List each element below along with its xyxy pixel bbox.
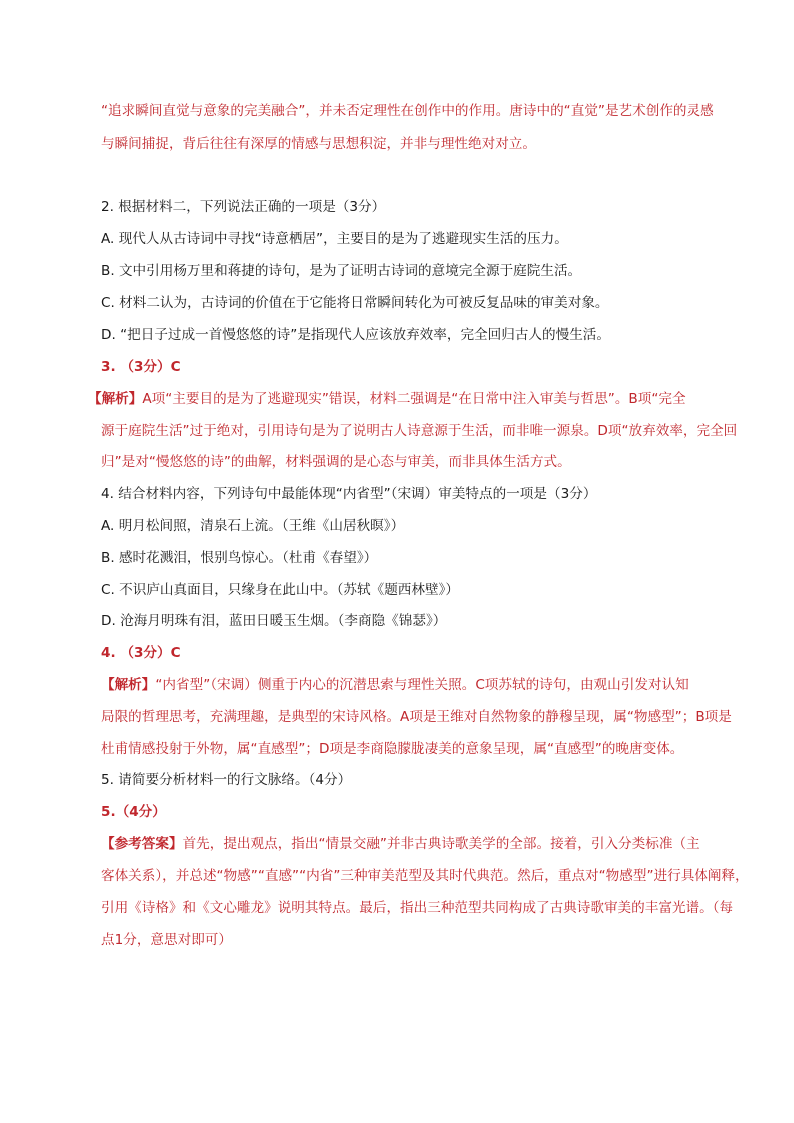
question-5-stem: 5. 请简要分析材料一的行文脉络。（4分） bbox=[101, 772, 352, 788]
continuation-line-2: 与瞬间捕捉，背后往往有深厚的情感与思想积淀，并非与理性绝对对立。 bbox=[101, 136, 536, 152]
question-2-option-a: A. 现代人从古诗词中寻找“诗意栖居”，主要目的是为了逃避现实生活的压力。 bbox=[101, 231, 568, 247]
answer-5-text-1: 首先，提出观点，指出“情景交融”并非古典诗歌美学的全部。接着，引入分类标准（主 bbox=[182, 836, 700, 852]
answer-5-line-3: 引用《诗格》和《文心雕龙》说明其特点。最后，指出三种范型共同构成了古典诗歌审美的丰富光谱。（每 bbox=[101, 900, 734, 916]
question-4-option-b: B. 感时花溅泪，恨别鸟惊心。（杜甫《春望》） bbox=[101, 550, 378, 566]
answer-4-label: 4. （3分）C bbox=[101, 645, 181, 661]
answer-4-line-2: 局限的哲理思考，充满理趣，是典型的宋诗风格。A项是王维对自然物象的静穆呈现，属“物感型”；B项是 bbox=[101, 709, 732, 725]
answer-5-line-1 bbox=[101, 834, 700, 854]
question-2-option-c: C. 材料二认为，古诗词的价值在于它能将日常瞬间转化为可被反复品味的审美对象。 bbox=[101, 295, 609, 311]
answer-4-line-1 bbox=[101, 675, 689, 695]
answer-3-line-3: 归”是对“慢悠悠的诗”的曲解，材料强调的是心态与审美，而非具体生活方式。 bbox=[101, 454, 571, 470]
analysis-tag: 【解析】 bbox=[101, 677, 156, 693]
question-4-option-d: D. 沧海月明珠有泪，蓝田日暖玉生烟。（李商隐《锦瑟》） bbox=[101, 613, 447, 629]
answer-5-label: 5.（4分） bbox=[101, 804, 166, 820]
question-4-option-a: A. 明月松间照，清泉石上流。（王维《山居秋暝》） bbox=[101, 518, 405, 534]
answer-5-line-4: 点1分，意思对即可） bbox=[101, 932, 232, 948]
answer-3-text-1: A项“主要目的是为了逃避现实”错误，材料二强调是“在日常中注入审美与哲思”。B项“完全 bbox=[142, 391, 686, 407]
answer-5-line-2: 客体关系），并总述“物感”“直感”“内省”三种审美范型及其时代典范。然后，重点对“物感型”进行具体阐释， bbox=[101, 868, 749, 884]
answer-4-line-3: 杜甫情感投射于外物，属“直感型”；D项是李商隐朦胧凄美的意象呈现，属“直感型”的晚唐变体。 bbox=[101, 741, 684, 757]
answer-3-line-2: 源于庭院生活”过于绝对，引用诗句是为了说明古人诗意源于生活，而非唯一源泉。D项“放弃效率，完全回 bbox=[101, 423, 738, 439]
answer-4-text-1: “内省型”（宋调）侧重于内心的沉潜思索与理性关照。C项苏轼的诗句，由观山引发对认知 bbox=[155, 677, 689, 693]
question-2-stem: 2. 根据材料二，下列说法正确的一项是（3分） bbox=[101, 199, 386, 215]
analysis-tag: 【解析】 bbox=[88, 391, 143, 407]
question-2-option-d: D. “把日子过成一首慢悠悠的诗”是指现代人应该放弃效率，完全回归古人的慢生活。 bbox=[101, 327, 610, 343]
answer-3-label: 3. （3分）C bbox=[101, 359, 181, 375]
question-4-stem: 4. 结合材料内容，下列诗句中最能体现“内省型”（宋调）审美特点的一项是（3分） bbox=[101, 486, 597, 502]
continuation-line-1: “追求瞬间直觉与意象的完美融合”，并未否定理性在创作中的作用。唐诗中的“直觉”是艺术创作的灵感 bbox=[101, 103, 714, 119]
reference-answer-tag: 【参考答案】 bbox=[101, 836, 183, 852]
question-4-option-c: C. 不识庐山真面目，只缘身在此山中。（苏轼《题西林壁》） bbox=[101, 582, 459, 598]
question-2-option-b: B. 文中引用杨万里和蒋捷的诗句，是为了证明古诗词的意境完全源于庭院生活。 bbox=[101, 263, 582, 279]
answer-3-line-1 bbox=[88, 389, 686, 409]
